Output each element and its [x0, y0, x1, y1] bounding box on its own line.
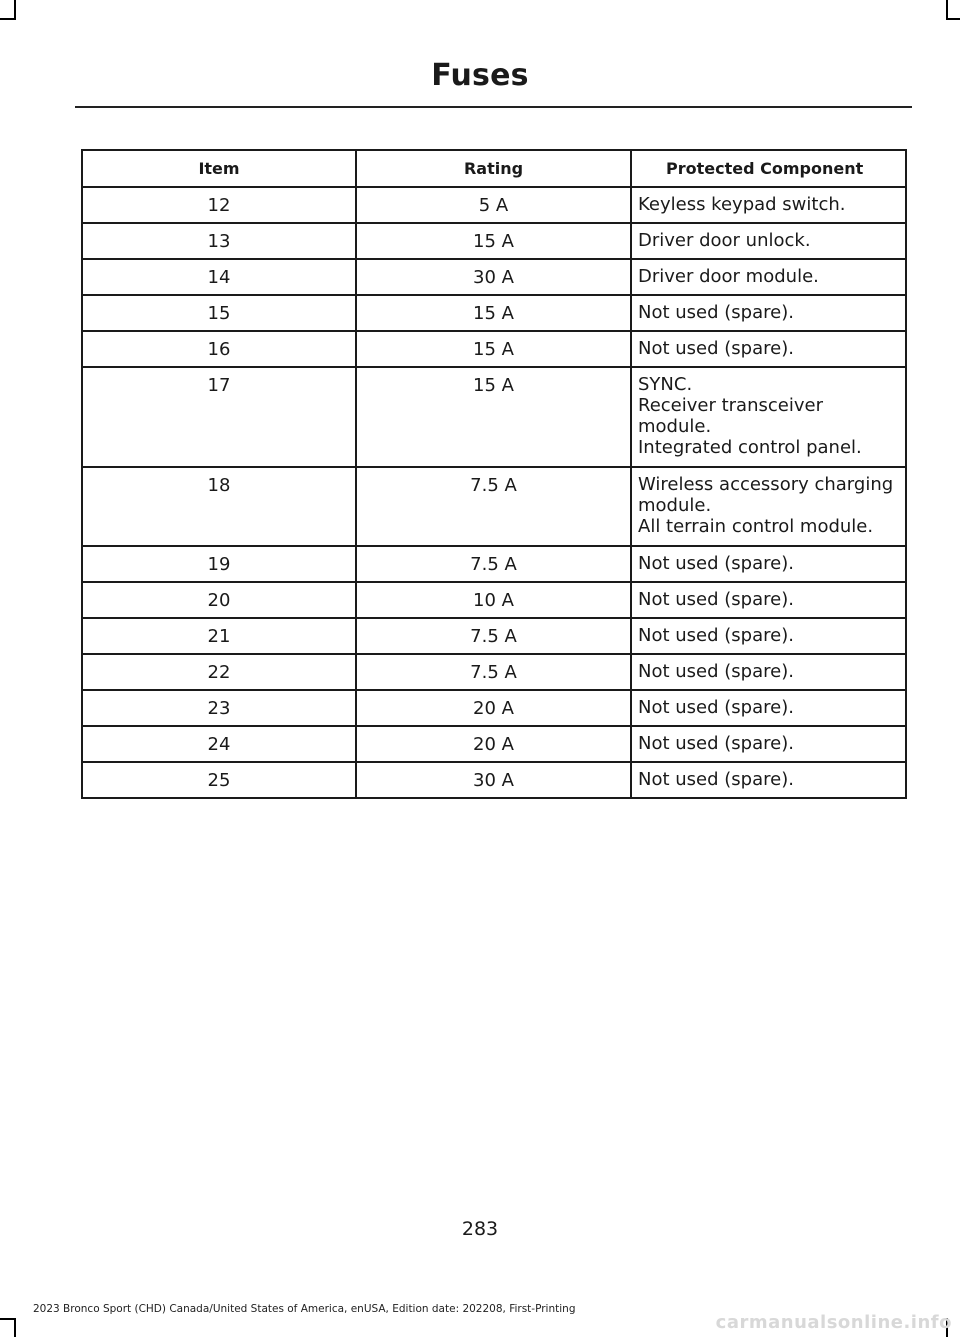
- header-protected-component: Protected Component: [631, 150, 906, 187]
- rating-cell: 15 A: [356, 367, 631, 467]
- header-item: Item: [82, 150, 356, 187]
- item-cell: 22: [82, 654, 356, 690]
- table-row: [82, 223, 906, 259]
- component-cell: Not used (spare).: [631, 654, 906, 690]
- item-cell: 25: [82, 762, 356, 798]
- item-cell: 23: [82, 690, 356, 726]
- rating-cell: 7.5 A: [356, 618, 631, 654]
- table-row: [82, 295, 906, 331]
- component-cell: Not used (spare).: [631, 726, 906, 762]
- page-number: 283: [461, 1218, 499, 1240]
- footer-edition-info: 2023 Bronco Sport (CHD) Canada/United States of America, enUSA, Edition date: 202208, First-Printing: [33, 1303, 576, 1315]
- component-cell: SYNC. Receiver transceiver module. Integrated control panel.: [631, 367, 906, 467]
- rating-cell: 20 A: [356, 726, 631, 762]
- item-cell: 19: [82, 546, 356, 582]
- item-cell: 14: [82, 259, 356, 295]
- crop-mark: [0, 18, 16, 20]
- table-row: [82, 582, 906, 618]
- rating-cell: 7.5 A: [356, 546, 631, 582]
- table-row: [82, 654, 906, 690]
- component-cell: Not used (spare).: [631, 295, 906, 331]
- rating-cell: 7.5 A: [356, 654, 631, 690]
- rating-cell: 10 A: [356, 582, 631, 618]
- item-cell: 18: [82, 467, 356, 546]
- table-row: [82, 618, 906, 654]
- component-cell: Not used (spare).: [631, 546, 906, 582]
- component-cell: Not used (spare).: [631, 582, 906, 618]
- crop-mark: [14, 0, 16, 18]
- table-row: [82, 187, 906, 223]
- crop-mark: [946, 0, 948, 18]
- item-cell: 17: [82, 367, 356, 467]
- table-row: [82, 467, 906, 546]
- table-row: [82, 690, 906, 726]
- rating-cell: 30 A: [356, 762, 631, 798]
- fuse-table: [81, 149, 907, 799]
- component-cell: Not used (spare).: [631, 618, 906, 654]
- table-row: [82, 367, 906, 467]
- component-cell: Keyless keypad switch.: [631, 187, 906, 223]
- rating-cell: 5 A: [356, 187, 631, 223]
- table-row: [82, 331, 906, 367]
- rating-cell: 30 A: [356, 259, 631, 295]
- component-cell: Not used (spare).: [631, 331, 906, 367]
- item-cell: 13: [82, 223, 356, 259]
- table-row: [82, 762, 906, 798]
- header-rating: Rating: [356, 150, 631, 187]
- item-cell: 16: [82, 331, 356, 367]
- component-cell: Driver door module.: [631, 259, 906, 295]
- title-divider: [75, 106, 912, 108]
- rating-cell: 20 A: [356, 690, 631, 726]
- rating-cell: 7.5 A: [356, 467, 631, 546]
- rating-cell: 15 A: [356, 331, 631, 367]
- crop-mark: [14, 1318, 16, 1337]
- item-cell: 21: [82, 618, 356, 654]
- component-cell: Wireless accessory charging module. All terrain control module.: [631, 467, 906, 546]
- table-header-row: [82, 150, 906, 187]
- item-cell: 24: [82, 726, 356, 762]
- component-cell: Not used (spare).: [631, 762, 906, 798]
- component-cell: Driver door unlock.: [631, 223, 906, 259]
- crop-mark: [946, 18, 960, 20]
- rating-cell: 15 A: [356, 223, 631, 259]
- page-title: Fuses: [431, 58, 529, 93]
- table-row: [82, 259, 906, 295]
- item-cell: 15: [82, 295, 356, 331]
- rating-cell: 15 A: [356, 295, 631, 331]
- item-cell: 12: [82, 187, 356, 223]
- component-cell: Not used (spare).: [631, 690, 906, 726]
- item-cell: 20: [82, 582, 356, 618]
- table-row: [82, 726, 906, 762]
- table-row: [82, 546, 906, 582]
- watermark: carmanualsonline.info: [715, 1312, 952, 1333]
